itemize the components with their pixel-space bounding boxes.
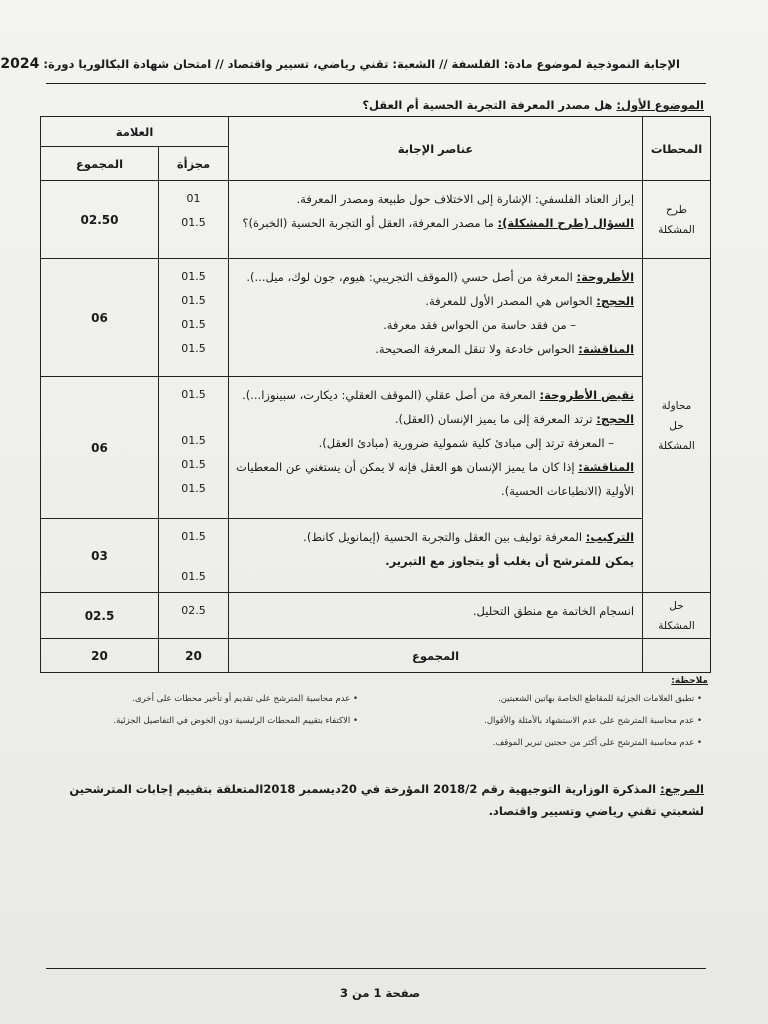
answer-line (237, 525, 634, 549)
table-row (41, 377, 711, 519)
marking-scheme-table (40, 116, 711, 673)
answer-text: ترتد المعرفة إلى ما يميز الإنسان (العقل). (394, 412, 597, 426)
partial-mark: 01.5 (181, 530, 206, 543)
stage-word: المشكلة (658, 439, 695, 452)
answer-cell (229, 519, 643, 593)
note-text: عدم محاسبة المترشح على عدم الاستشهاد بالأمثلة والأقوال. (484, 716, 695, 726)
partial-mark: 01.5 (181, 388, 206, 401)
answer-label: المناقشة: (578, 460, 635, 474)
note-text: عدم محاسبة المترشح على تقديم أو تأخير محطات على أخرى. (132, 694, 351, 704)
partial-mark: 01.5 (181, 318, 206, 331)
empty-cell (643, 639, 711, 673)
partial-mark: 01.5 (181, 570, 206, 583)
header-mark: العلامة (41, 117, 229, 147)
note-item: • عدم محاسبة المترشح على عدم الاستشهاد بالأمثلة والأقوال. (484, 716, 702, 726)
header-year: 2024 (0, 56, 40, 72)
answer-label: نقيض الأطروحة: (539, 388, 635, 402)
total-mark: 06 (41, 377, 159, 519)
note-text: تطبق العلامات الجزئية للمقاطع الخاصة بهاتين الشعبتين. (498, 694, 695, 704)
answer-line (237, 455, 634, 479)
partial-mark-cell (159, 519, 229, 593)
stage-cell (643, 593, 711, 639)
answer-line: انسجام الخاتمة مع منطق التحليل. (472, 604, 635, 618)
answer-label: الحجج: (596, 412, 635, 426)
answer-text: الحواس هي المصدر الأول للمعرفة. (425, 294, 597, 308)
stage-word: محاولة (661, 399, 692, 412)
answer-line: إبراز العناد الفلسفي: الإشارة إلى الاختلاف حول طبيعة ومصدر المعرفة. (296, 192, 635, 206)
sum-total: 20 (41, 639, 159, 673)
note-text: الاكتفاء بتقييم المحطات الرئيسية دون الخوض في التفاصيل الجزئية. (113, 716, 351, 726)
stage-word: حل (669, 419, 684, 432)
reference-text: المذكرة الوزارية التوجيهية رقم 2018/2 المؤرخة في 20ديسمبر 2018المتعلقة بتقييم إجابات المترشحين لشعبتي تقني رياضي وتسيير واقتصاد. (69, 782, 704, 818)
header-elements: عناصر الإجابة (229, 117, 643, 181)
total-mark: 02.50 (41, 181, 159, 259)
footer-divider (46, 968, 706, 969)
partial-mark-cell (159, 593, 229, 639)
answer-cell (229, 377, 643, 519)
header-stages: المحطات (643, 117, 711, 181)
partial-mark: 02.5 (181, 604, 206, 617)
answer-line: – من فقد حاسة من الحواس فقد معرفة. (383, 318, 577, 332)
stage-cell (643, 259, 711, 593)
reference-note (64, 778, 704, 822)
header-total: المجموع (41, 147, 159, 181)
page-number: صفحة 1 من 3 (340, 986, 421, 1000)
header-text: الإجابة النموذجية لموضوع مادة: الفلسفة // الشعبة: تقني رياضي، تسيير واقتصاد // امتحان شهادة البكالوريا دورة: (43, 57, 680, 71)
reference-label: المرجع: (660, 782, 704, 796)
answer-label: المناقشة: (578, 342, 635, 356)
partial-mark: 01.5 (181, 216, 206, 229)
answer-line (237, 265, 634, 289)
topic-label: الموضوع الأول: (616, 98, 704, 112)
answer-text: المعرفة توليف بين العقل والتجربة الحسية (إيمانويل كانط). (303, 530, 586, 544)
answer-line (237, 289, 634, 313)
note-item: • عدم محاسبة المترشح على تقديم أو تأخير محطات على أخرى. (132, 694, 358, 704)
answer-label: الحجج: (596, 294, 635, 308)
answer-line: يمكن للمترشح أن يغلب أو يتجاوز مع التبرير. (385, 554, 635, 568)
answer-label: السؤال (طرح المشكلة): (497, 216, 635, 230)
answer-line (237, 383, 634, 407)
partial-mark-cell (159, 259, 229, 377)
total-mark: 02.5 (41, 593, 159, 639)
table-row (41, 519, 711, 593)
total-mark: 03 (41, 519, 159, 593)
answer-text: المعرفة من أصل عقلي (الموقف العقلي: ديكارت، سبينوزا...). (242, 388, 540, 402)
partial-mark: 01.5 (181, 294, 206, 307)
table-row (41, 181, 711, 259)
partial-mark: 01.5 (181, 482, 206, 495)
answer-label: التركيب: (585, 530, 635, 544)
header-divider (46, 83, 706, 84)
notes-title: ملاحظة: (671, 676, 708, 686)
stage-cell (643, 181, 711, 259)
answer-text: الحواس خادعة ولا تنقل المعرفة الصحيحة. (375, 342, 579, 356)
note-item: • عدم محاسبة المترشح على أكثر من حجتين تبرير الموقف. (492, 738, 702, 748)
stage-word: حل (669, 599, 684, 612)
note-item: • الاكتفاء بتقييم المحطات الرئيسية دون الخوض في التفاصيل الجزئية. (113, 716, 358, 726)
spacer (159, 407, 228, 429)
topic-question: هل مصدر المعرفة التجربة الحسية أم العقل؟ (362, 98, 613, 112)
stage-word: طرح (666, 203, 687, 216)
header-partial: مجزأة (159, 147, 229, 181)
answer-line (237, 211, 634, 235)
partial-mark: 01.5 (181, 270, 206, 283)
spacer (159, 549, 228, 565)
answer-line: الأولية (الانطباعات الحسية). (501, 484, 635, 498)
table-row (41, 593, 711, 639)
answer-label: الأطروحة: (576, 270, 635, 284)
sum-row (41, 639, 711, 673)
page-header (0, 56, 680, 72)
partial-mark-cell (159, 377, 229, 519)
partial-mark: 01.5 (181, 434, 206, 447)
sum-label: المجموع (229, 639, 643, 673)
sum-partial: 20 (159, 639, 229, 673)
stage-word: المشكلة (658, 619, 695, 632)
answer-text: المعرفة من أصل حسي (الموقف التجريبي: هيوم، جون لوك، ميل...). (246, 270, 577, 284)
note-item: • تطبق العلامات الجزئية للمقاطع الخاصة بهاتين الشعبتين. (498, 694, 702, 704)
answer-line (237, 407, 634, 431)
partial-mark-cell (159, 181, 229, 259)
answer-line (237, 337, 634, 361)
note-text: عدم محاسبة المترشح على أكثر من حجتين تبرير الموقف. (492, 738, 695, 748)
answer-cell (229, 181, 643, 259)
topic-title (362, 98, 704, 112)
partial-mark: 01.5 (181, 458, 206, 471)
answer-cell (229, 593, 643, 639)
stage-word: المشكلة (658, 223, 695, 236)
answer-cell (229, 259, 643, 377)
answer-text: إذا كان ما يميز الإنسان هو العقل فإنه لا يمكن أن يستغني عن المعطيات (236, 460, 579, 474)
total-mark: 06 (41, 259, 159, 377)
answer-text: ما مصدر المعرفة، العقل أو التجربة الحسية (الخبرة)؟ (242, 216, 498, 230)
partial-mark: 01 (186, 192, 201, 205)
answer-line: – المعرفة ترتد إلى مبادئ كلية شمولية ضرورية (مبادئ العقل). (318, 436, 615, 450)
partial-mark: 01.5 (181, 342, 206, 355)
table-row (41, 259, 711, 377)
